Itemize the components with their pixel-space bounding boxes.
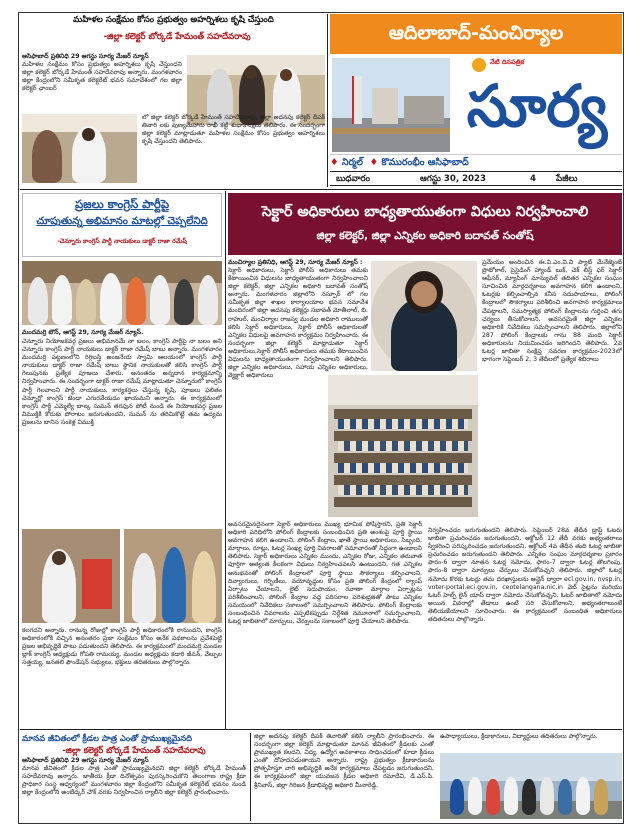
story3-photo-collector bbox=[371, 261, 477, 371]
pages-count: 4 bbox=[530, 174, 536, 184]
story4-photo-rally bbox=[440, 753, 622, 819]
story2-subhead: -చెన్నూరు కాంగ్రెస్ పార్టీ నాయకులు డాక్టర్ రాజా రమేష్ bbox=[57, 238, 187, 245]
story2-headline-line1: ప్రజలు కాంగ్రెస్ పార్టీపై bbox=[74, 197, 170, 211]
story1-headline: మహిళల సంక్షేమం కోసం ప్రభుత్వం అహర్నిశలు కృషి చేస్తుంది bbox=[73, 15, 274, 25]
divider-top-vertical bbox=[327, 14, 328, 187]
story-congress bbox=[22, 193, 222, 727]
story-sports-day bbox=[22, 733, 622, 821]
story4-dateline: ఆసిఫాబాద్ ప్రతినిధి 29 ఆగస్టు సూర్య మేజర్ న్యూస్ bbox=[22, 757, 149, 764]
districts-bar: ♦ నిర్మల్ ♦ కొమురంభీం ఆసిఫాబాద్ bbox=[330, 154, 622, 169]
story-women-welfare bbox=[22, 15, 325, 187]
story2-photo-annadanam bbox=[124, 529, 222, 623]
issue-date: ఆగస్టు 30, 2023 bbox=[420, 174, 486, 184]
date-bar bbox=[330, 171, 622, 186]
title-banner bbox=[330, 14, 622, 54]
pages-label: పేజీలు bbox=[556, 174, 578, 184]
story3-col2: ప్రమేయం అందించిన ఈ.వి.ఎం.వి.వి ప్యాట్ మేనేజ్మెంట్ ప్రొటోకాల్, ప్రెసైడింగ్ హ్యాండ్ బుక్, చెక్ లిస్ట్ ఫర్ సెక్టార్ ఆఫీసర్, మ్యాపింగ్ మాన్యువల్ తదితర ఎన్నికల సంఘం సూచించిన మార్గదర్శకాలు అవగాహన కలిగి ఉండాలని, ఓటర్లకు కల్పించాల్సిన కనీస సదుపాయాలు, పోలింగ్ కేంద్రాలలో సౌకర్యాలు పరిశీలించి అవగాహన కార్యక్రమాలు చేపట్టాలని, సమస్యాత్మక పోలింగ్ కేంద్రాలను గుర్తించి తగు చర్యలు తీసుకోవాలని, అవసరమైతే జిల్లా ఎన్నికల అధికారికి నివేదికలు సమర్పించాలని తెలిపారు. జిల్లాలోని 287 పోలింగ్ కేంద్రాలకు గాను 88 మంది సెక్టార్ అధికారులను నియమించడం జరిగిందని తెలిపారు. 2వ ఓటర్ల జాబితా సంక్షిప్త సవరణ కార్యక్రమం-2023లో భాగంగా సెప్టెంబర్ 2, 3 తేదీలలో ప్రత్యేక శిబిరాలు bbox=[482, 259, 622, 364]
divider-bottom-horizontal bbox=[20, 729, 622, 730]
masthead bbox=[330, 14, 622, 188]
story3-col1: సెక్టార్ అధికారులు, సెక్టార్ పోలీస్ అధికారులు తమకు కేటాయించిన విధులను బాధ్యతాయుతంగా నిర్వహించాలని జిల్లా కలెక్టర్, జిల్లా ఎన్నికల అధికారి బదావత్ సంతోష్ అన్నారు. మంగళవారం జిల్లాలోని నస్పూర్ లో గల సమీకృత జిల్లా శాఖల కార్యాలయాల భవన సమావేశ మందిరంలో జిల్లా అదనపు కలెక్టర్లు సబావత్ మోతీలాల్, బి. రాహుల్, మంచిర్యాల రాజస్వ మండల అధికారి రాములుతో కలిసి సెక్టార్ అధికారులు, సెక్టార్ పోలీస్ అధికారులతో ఎన్నికల విధులపై అవగాహన కార్యక్రమం నిర్వహించారు. ఈ సందర్భంగా జిల్లా కలెక్టర్ మాట్లాడుతూ సెక్టార్ అధికారులు,సెక్టార్ పోలీస్ అధికారులు తమకు కేటాయించిన విధులను బాధ్యతాయుతంగా నిర్వహించాలని తెలిపారు. జిల్లా ఎన్నికల అధికారులు, సహాయ ఎన్నికల అధికారులు, వ్యెక్టార్ అధికారులు bbox=[228, 267, 368, 380]
story-sector-officers bbox=[228, 193, 622, 727]
story1-photo-collector bbox=[22, 114, 137, 183]
divider-top-horizontal bbox=[20, 189, 622, 190]
issue-day: బుధవారం bbox=[336, 174, 370, 184]
story3-headline-band bbox=[228, 193, 622, 255]
story4-body: మానవ జీవితంలో క్రీడల పాత్ర ఎంతో ప్రాముఖ్యమైనదని జిల్లా కలెక్టర్ బోర్కడే హేమంత్ సహదేవరావు అన్నారు. జాతీయ క్రీడా దినోత్సవం పురస్కరించుకొని తెలంగాణ రాష్ట్ర క్రీడా ప్రాధికార సంస్థ ఆధ్వర్యంలో మంగళవారం జిల్లా కేంద్రంలోని సమీకృత కలెక్టరేట్ భవనం నుండి జిల్లా కేంద్రంలోని అంబేద్కర్ చౌక్ వరకు నిర్వహించిన ర్యాలీని జిల్లా కలెక్టర్ ప్రారంభించారు. bbox=[22, 765, 246, 797]
story1-dateline: ఆసిఫాబాద్ ప్రతినిధి 29 ఆగస్టు సూర్య మేజర్ న్యూస్ bbox=[22, 53, 149, 60]
story2-headline-line2: చూపుతున్న అభిమానం మాటల్లో చెప్పలేనిది bbox=[36, 216, 208, 227]
story3-col-right-b: నిర్వహించడం జరుగుతుందని తెలిపారు. సెప్టెంబర్ 28వ తేదీన డ్రాఫ్ట్ ఓటరు జాబితా ప్రచురించడం జరుగుతుందని, అక్టోబర్ 12 తేదీ వరకు అభ్యంతరాలు స్వీకరించి పరిష్కరించడం జరుగుతుందని, అక్టోబర్ 4వ తేదీన తుది ఓటర్ల జాబితా ప్రచురించడం జరుగుతుందని తెలిపారు. ఎన్నికల సంఘం మార్గదర్శకాల ప్రకారం ఫారం-6 ద్వారా నూతన ఓటర్ల నమోదు, ఫారం-7 ద్వారా ఓటర్ల తొలగింపు, ఫారం-8 ద్వారా మార్పులు చేర్పులు చేసుకోవచ్చని తెలిపారు. జిల్లాలో ఓటర్ల నమోదు కొరకు ఓటర్లు తమ దరఖాస్తులను ఆన్లైన్ ద్వారా ecl.gov.in, nvsp.in, voter-portal.eci.gov.in, ceotelangana.nic.in వెబ్ సైట్లను మరియు ఓటర్ హెల్ప్ లైన్ యాప్ ద్వారా నమోదు చేసుకోవచ్చని, ఓటర్ జాబితాలో నమోదు అయిన వివరాల్లో తేడాలు ఉంటే సరి చేసుకోవాలని, అభ్యంతరాలుంటే తెలియజేయాలని సూచించారు. ఈ కార్యక్రమంలో సంబంధిత అధికారులు తదితరులు పాల్గొన్నారు. bbox=[428, 527, 622, 624]
title-banner-text: ఆదిలాబాద్-మంచిర్యాల bbox=[388, 22, 564, 44]
logo-tagline: నేటి దినపత్రిక bbox=[490, 58, 525, 66]
story1-body-right: లో జిల్లా కలెక్టర్ బోర్కడే హేమంత్ సహదేవరావు, జిల్లా అదనపు కలెక్టర్ దీపక్ తివారి లకు వుణ్యమేహారు రాఖీ కట్టి శుభాకాంక్షలు తెలిపారు. ఈ సందర్భంగా జిల్లా కలెక్టర్ మాట్లాడుతూ మహిళల సంక్షేమం కోసం ప్రభుత్వం అహర్నిశలు కృషి చేస్తుందని తెలిపారు. bbox=[142, 114, 325, 146]
divider-middle-vertical bbox=[225, 191, 226, 729]
story2-body-bottom: కలగదని అన్నారు. రానున్న రోజుల్లో కాంగ్రెస్ పార్టీ అధికారంలోకి రానుందని, కాంగ్రెస్ అధికారంలోకి వచ్చిన అనంతరం ప్రజా సంక్షేమం కోసం అనేక పథకాలను ప్రవేశపెట్టి ప్రజల అభివృద్ధికి పాటు పడుతుందని తెలిపారు. ఈ కార్యక్రమంలో మందమర్రి మండల బ్లాక్ కాంగ్రెస్ అధ్యక్షుడు గోపతి రామయ్య, మండల అధ్యక్షుడు కడారి జీవన్, వేల్పుల సత్తయ్య, జనతలి ఫౌండేషన్ సభ్యులు, భక్తులు తదితరులు పాల్గొన్నారు. bbox=[22, 627, 222, 667]
story3-photo-meeting-hall bbox=[328, 375, 478, 517]
story2-body: చెన్నూరు నియోజకవర్గ ప్రజలు అభిమానమే నా బలం, కాంగ్రెస్ పార్టీపై నా బలం అని చెన్నూరు కాంగ్రెస్ పార్టీ నాయకులు డాక్టర్ రాజా రమేష్ బాబు అన్నారు. మంగళవారం మందమర్రి పట్టణంలోని రిగ్గిబస్తి అంజనేయ స్వామి ఆలయంలో కాంగ్రెస్ పార్టీ నాయకులు డాక్టర్ రాజా రమేష్ బాబు స్థానిక నాయకులతో కలిసి కాంగ్రెస్ పార్టీ గెలుపునకు ప్రత్యేక పూజలు చేశారు. అనంతరం అన్నదాన కార్యక్రమాన్ని నిర్వహించారు. ఈ సందర్భంగా డాక్టర్ రాజా రమేష్ మాట్లాడుతూ చెన్నూరులో కాంగ్రెస్ పార్టీ గెలవాలని పార్టీ నాయకులు, కార్యకర్తలు చేస్తున్న కృషి, పూజలు ఫలితం చెన్నూర్లో కాంగ్రెస్ జెండా ఎగురవేయడం ఖాయమని అన్నారు. ఈ కార్యక్రమంలో కాంగ్రెస్ పార్టీ ఎమ్మెల్యే బాల్క సుమన్ తరఫున పోటీ నుండి ఈ నియోజకవర్గ ప్రజల విముక్తికి కోరుకు పోరాటం జరుగుతుందని, సుమన్ ను తరిమికొట్టే తమ ఉద్యమ ప్రజలను బానిస సంకెళ్ల విముక్తి bbox=[22, 338, 222, 426]
story4-body-tail: ఉపాధ్యాయులు, క్రీడాకారులు, విద్యార్థులు తదితరులు పాల్గొన్నారు. bbox=[440, 733, 598, 740]
story2-photo-group bbox=[22, 261, 222, 325]
story4-divider bbox=[250, 733, 251, 821]
district-asifabad: కొమురంభీం ఆసిఫాబాద్ bbox=[381, 157, 469, 168]
story4-subhead: -జిల్లా కలెక్టర్ బోర్కడే హేమంత్ సహదేవరావు bbox=[62, 745, 206, 755]
district-nirmal: నిర్మల్ bbox=[341, 157, 363, 168]
story3-subhead: జిల్లా కలెక్టర్, జిల్లా ఎన్నికల అధికారి బదావత్ సంతోష్ bbox=[316, 230, 534, 242]
story4-body-right: జిల్లా అదనపు కలెక్టర్ దీపక్ తివారితో కలిసి ర్యాలీని ప్రారంభించారు. ఈ సందర్భంగా జిల్లా కలెక్టర్ మాట్లాడుతూ మానవ జీవితంలో క్రీడలకు ఎంతో ప్రాముఖ్యత కలదని, విద్య, ఉద్యోగ అవకాశాలు సాధించడంలో కూడా క్రీడలు ఎంతో దోహదపడుతాయని అన్నారు. రాష్ట్ర ప్రభుత్వం క్రీడాకారులను ప్రోత్సహిస్తూ వారి అభివృద్ధికి అనేక కార్యక్రమాలు చేపట్టడం జరుగుతుందని, ఈ కార్యక్రమంలో జిల్లా యువజన క్రీడల అధికారి రమాదేవి, డి.ఎస్.పి. శ్రీనివాస్, జిల్లా గిరిజన క్రీడాభివృద్ధి అధికారి మీనారెడ్డి, bbox=[254, 733, 434, 789]
story3-headline: సెక్టార్ అధికారులు బాధ్యతాయుతంగా విధులు నిర్వహించాలి bbox=[261, 204, 589, 220]
story2-dateline: మందమర్రి టౌన్, ఆగస్ట్ 29, సూర్య మేజర్ న్యూస్. bbox=[22, 329, 144, 336]
story3-dateline: మంచిర్యాల ప్రతినిధి, ఆగస్ట్ 29, సూర్య మేజర్ న్యూస్ : bbox=[228, 259, 363, 266]
story1-subhead: -జిల్లా కలెక్టర్ బోర్కడే హేమంత్ సహదేవరావు bbox=[103, 32, 251, 42]
story1-body-top: మహిళల సంక్షేమం కోసం ప్రభుత్వం అహర్నిశలు కృషి చేస్తుందని జిల్లా కలెక్టర్ బోర్కడే హేమంత్ సహదేవరావు అన్నారు. మంగళవారం జిల్లా కేంద్రంలోని సమీకృత కలెక్టరేట్ భవన సమావేశంలో గల జిల్లా కలెక్టర్ ఛాంబర్ bbox=[22, 61, 182, 93]
story4-headline: మానవ జీవితంలో క్రీడల పాత్ర ఎంతో ప్రాముఖ్యమైనది bbox=[22, 733, 193, 743]
story3-col-left-b: అవసరమైనదైనంగా సెక్టార్ అధికారులు ముఖ్య భూమిక పోషిస్తారని, ప్రతి సెక్టార్ అధికారి పరిధిలోని పోలింగ్ కేంద్రాలకు సంబంధించిన ప్రతి అంశంపై పూర్తి స్థాయి అవగాహన కలిగి ఉండాలని, పోలింగ్ కేంద్రాల, ఖాతే స్థాయి అధికారులు, సిబ్బంది, మార్గాలు, రూట్లు, ఓటర్ల సంఖ్య పూర్తి వివరాలతో సమాచారంతో సిద్ధంగా ఉండాలని తెలిపారు. సెక్టార్ అధికారులు ఎన్నికల ముందు, ఎన్నికల రోజు, ఎన్నికల తరువాత పూర్తిగా అత్యంత కీలకంగా విధులు నిర్వహించవలసి ఉంటుందని, గత ఎన్నికల అనుభవంతో పోలింగ్ కేంద్రాలలో పూర్తి స్థాయి సౌకర్యాలు కల్పించాలని, దివ్యాంగులు, గర్భిణీలు, వయోవృద్ధుల కోసం ప్రతి పోలింగ్ కేంద్రంలో ర్యాంప్ ఏర్పాటు చేయాలని, లైట్ సదుపాయం, రవాణా మార్గాల ఏర్పాట్లను పరిశీలించాలని, పోలింగ్ కేంద్రాల వద్ద పరిసరాల పరిశుభ్రతతో పాటు ఎన్నికల సమయంలో నివేదికలు సకాలంలో సమర్పించాలని తెలిపారు. పోలింగ్ కేంద్రాలకు సంబంధించిన వివరాలను ఎప్పటికప్పుడు నిర్దేశిత నమూనాలో సమర్పించాలని, ఓటర్ల జాబితాలో మార్పులు, చేర్పులను సకాలంలో పూర్తి చేయాలని తెలిపారు. bbox=[228, 521, 422, 626]
logo-wordmark: సూర్య bbox=[466, 72, 608, 140]
story2-photo-puja bbox=[22, 529, 120, 623]
masthead-photo-thermal-plant bbox=[332, 58, 450, 152]
